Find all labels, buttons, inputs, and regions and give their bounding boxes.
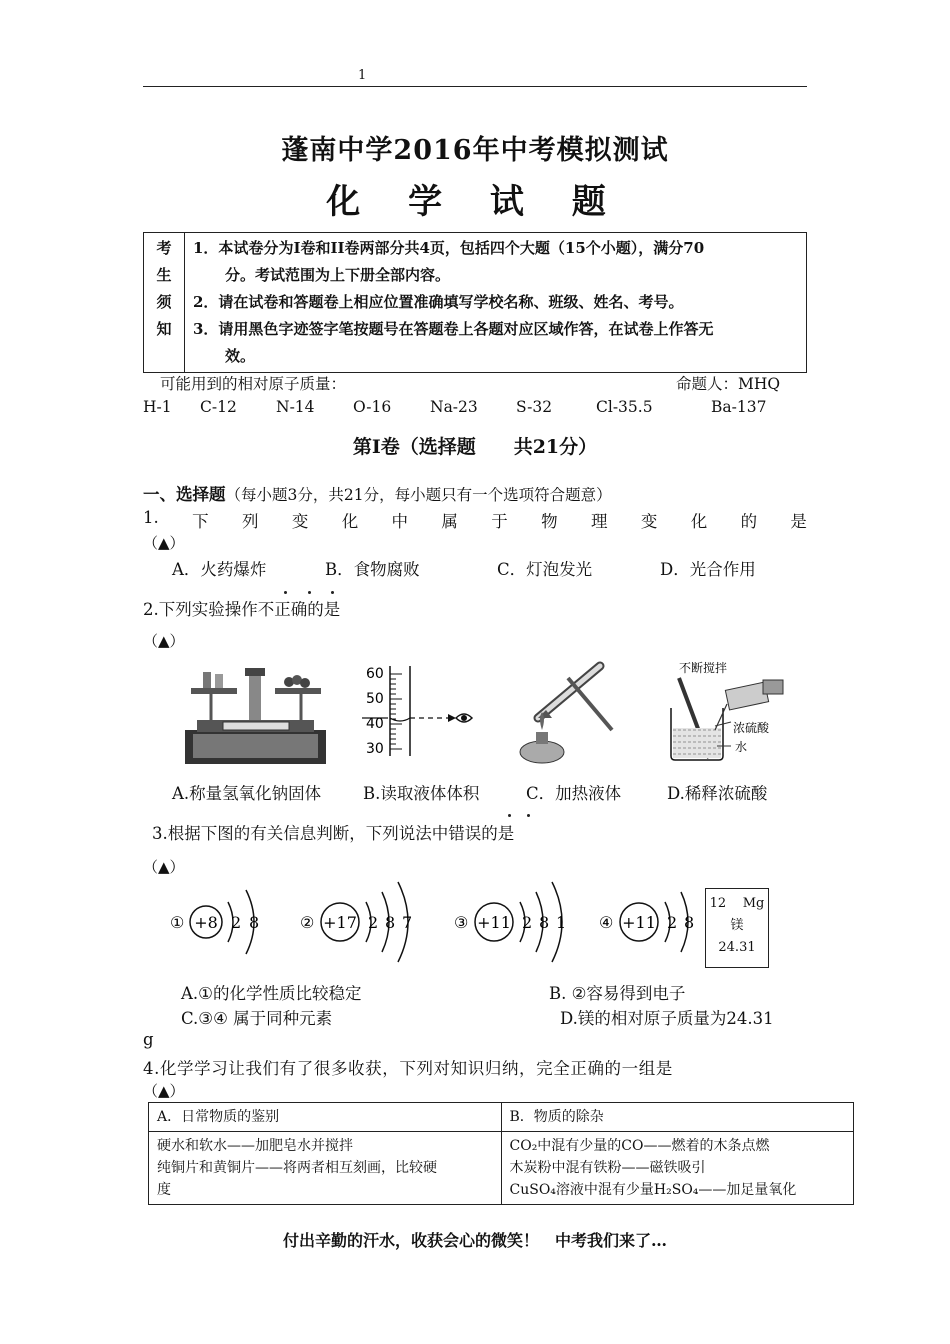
page-number: 1: [358, 68, 367, 83]
atomic-mass: 24.31: [718, 940, 756, 955]
atom-structure-1: [168, 872, 268, 972]
atom-structure-4: [597, 872, 702, 972]
atom-structure-3: [452, 872, 582, 972]
question-3-mark: （▲）: [143, 858, 185, 876]
notice-item-3-cont: 效。: [225, 347, 256, 365]
section-title: 第Ⅰ卷（选择题 共21分）: [352, 436, 598, 458]
svg-text:④: ④: [599, 913, 614, 932]
question-4-table: [148, 1102, 854, 1205]
mass-ba: Ba-137: [711, 398, 767, 416]
atom-structure-2: [298, 872, 428, 972]
question-1-stem: 1. 下 列 变 化 中 属 于 物 理 变 化 的 是: [143, 508, 807, 531]
svg-text:1: 1: [556, 913, 567, 932]
periodic-table-cell-mg: [705, 888, 769, 968]
q2-option-c: C．加热液体: [526, 784, 622, 803]
svg-text:8: 8: [684, 913, 695, 932]
svg-text:8: 8: [249, 913, 260, 932]
mass-cl: Cl-35.5: [596, 398, 653, 416]
notice-item-1: 1．本试卷分为Ⅰ卷和II卷两部分共4页，包括四个大题（15个小题），满分70: [193, 239, 705, 257]
q2-option-d: D.稀释浓硫酸: [667, 784, 768, 803]
atomic-mass-intro: 可能用到的相对原子质量：: [160, 375, 347, 393]
scale-label-60: 60: [366, 666, 384, 682]
svg-text:2: 2: [522, 913, 533, 932]
notice-item-3: 3．请用黑色字迹签字笔按题号在答题卷上各题对应区域作答，在试卷上作答无: [193, 320, 714, 338]
element-symbol: Mg: [742, 896, 765, 911]
q2-option-b: B.读取液体体积: [363, 784, 480, 803]
q3-option-a: A.①的化学性质比较稳定: [181, 984, 362, 1003]
svg-text:8: 8: [539, 913, 550, 932]
notice-item-2: 2．请在试卷和答题卷上相应位置准确填写学校名称、班级、姓名、考号。: [193, 293, 684, 311]
q1-option-d: D．光合作用: [660, 560, 756, 579]
atomic-number: 12: [709, 896, 727, 911]
option-a-header: A．日常物质的鉴别: [149, 1103, 502, 1132]
heating-test-tube-figure: [508, 660, 618, 766]
mass-na: Na-23: [430, 398, 478, 416]
q3-option-b: B. ②容易得到电子: [549, 984, 686, 1003]
q3-option-c: C.③④ 属于同种元素: [181, 1009, 333, 1028]
dilute-acid-figure: [667, 658, 797, 764]
question-2-stem: 2.下列实验操作不正确的是: [143, 600, 341, 619]
scale-label-30: 30: [366, 741, 384, 757]
question-4-stem: 4.化学学习让我们有了很多收获，下列对知识归纳，完全正确的一组是: [143, 1059, 673, 1078]
svg-text:①: ①: [170, 913, 185, 932]
option-b-header: B．物质的除杂: [501, 1103, 854, 1132]
water-label: 水: [735, 740, 748, 754]
header-rule: [143, 86, 807, 87]
svg-text:2: 2: [231, 913, 242, 932]
mass-n: N-14: [276, 398, 315, 416]
question-1-mark: （▲）: [143, 534, 185, 552]
svg-text:+11: +11: [477, 913, 511, 932]
q1-option-a: A．火药爆炸: [172, 560, 267, 579]
svg-text:+11: +11: [622, 913, 656, 932]
q1-option-b: B．食物腐败: [325, 560, 420, 579]
scale-label-50: 50: [366, 691, 384, 707]
acid-label: 浓硫酸: [733, 721, 770, 735]
scale-label-40: 40: [366, 716, 384, 732]
mass-s: S-32: [516, 398, 553, 416]
svg-text:+17: +17: [323, 913, 357, 932]
balance-scale-figure: [183, 660, 328, 766]
mass-h: H-1: [143, 398, 172, 416]
svg-text:②: ②: [300, 913, 315, 932]
exam-title: 蓬南中学2016年中考模拟测试: [281, 135, 669, 166]
subject-title: 化 学 试 题: [326, 182, 624, 222]
q3-option-d: D.镁的相对原子质量为24.31: [560, 1009, 774, 1028]
mass-o: O-16: [353, 398, 392, 416]
svg-text:2: 2: [368, 913, 379, 932]
option-a-content: 硬水和软水——加肥皂水并搅拌 纯铜片和黄铜片——将两者相互刻画，比较硬 度: [149, 1132, 502, 1205]
notice-content: [185, 233, 807, 373]
element-name: 镁: [730, 918, 744, 933]
exam-notice-table: [143, 232, 807, 373]
svg-text:+8: +8: [194, 913, 218, 932]
emphasis-dots: [508, 814, 530, 817]
notice-item-1-cont: 分。考试范围为上下册全部内容。: [225, 266, 451, 284]
graduated-cylinder-figure: [360, 662, 475, 758]
part-heading: 一、选择题（每小题3分，共21分，每小题只有一个选项符合题意）: [143, 485, 612, 504]
svg-text:③: ③: [454, 913, 469, 932]
footer-motto: 付出辛勤的汗水，收获会心的微笑！ 中考我们来了…: [282, 1231, 667, 1250]
question-3-stem: 3.根据下图的有关信息判断，下列说法中错误的是: [152, 824, 515, 843]
question-2-mark: （▲）: [143, 632, 185, 650]
stir-label: 不断搅拌: [679, 661, 728, 675]
mass-c: C-12: [200, 398, 237, 416]
q1-option-c: C．灯泡发光: [497, 560, 593, 579]
svg-text:7: 7: [402, 913, 413, 932]
q2-option-a: A.称量氢氧化钠固体: [172, 784, 322, 803]
author: 命题人：MHQ: [676, 375, 781, 393]
svg-text:2: 2: [667, 913, 678, 932]
q3-option-d-unit: g: [143, 1030, 154, 1049]
emphasis-dots: [284, 591, 334, 594]
question-4-mark: （▲）: [143, 1082, 185, 1100]
notice-label: 考 生 须 知: [144, 233, 185, 373]
svg-text:8: 8: [385, 913, 396, 932]
option-b-content: CO₂中混有少量的CO——燃着的木条点燃 木炭粉中混有铁粉——磁铁吸引 CuSO₄溶液中混有少量H₂SO₄——加足量氧化: [501, 1132, 854, 1205]
